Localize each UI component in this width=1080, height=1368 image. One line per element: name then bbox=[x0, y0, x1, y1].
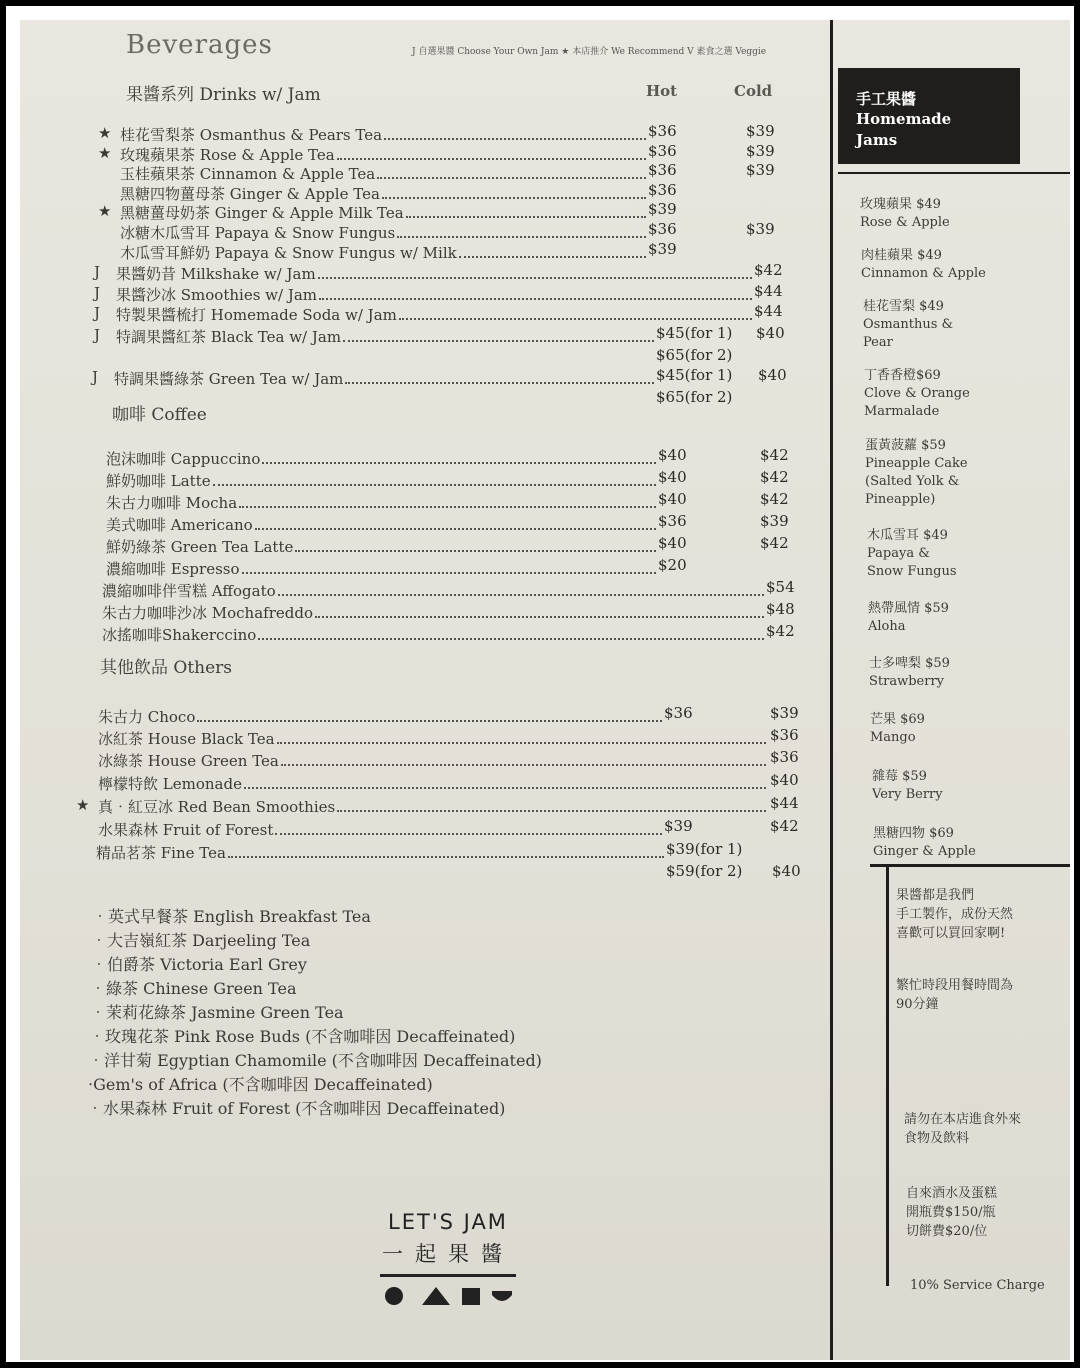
menu-item-name: 冰綠茶 House Green Tea bbox=[98, 752, 279, 770]
price-hot: $39 bbox=[648, 240, 677, 258]
tea-item: ‧Gem's of Africa (不含咖啡因 Decaffeinated) bbox=[88, 1075, 433, 1094]
jam-item-line: 雜莓 $59 bbox=[872, 769, 927, 784]
jam-item-line: Aloha bbox=[868, 619, 906, 634]
price-hot: $36 bbox=[658, 512, 687, 530]
dot-leader bbox=[337, 158, 646, 160]
menu-item-mark: J bbox=[94, 304, 101, 322]
dot-leader bbox=[399, 318, 752, 320]
dot-leader bbox=[459, 256, 646, 258]
price-cold: $42 bbox=[754, 261, 783, 279]
price-hot: $36 bbox=[648, 161, 677, 179]
price-hot: $20 bbox=[658, 556, 687, 574]
menu-item-name: 桂花雪梨茶 Osmanthus & Pears Tea bbox=[120, 126, 383, 144]
tea-item: ‧伯爵茶 Victoria Earl Grey bbox=[91, 955, 307, 974]
price-hot-2: $59(for 2) bbox=[666, 862, 743, 880]
dot-leader bbox=[397, 236, 646, 238]
jam-item-line: Ginger & Apple bbox=[873, 844, 976, 859]
price-cold: $48 bbox=[766, 600, 795, 618]
menu-item-mark: ★ bbox=[98, 144, 112, 162]
dot-leader bbox=[277, 742, 766, 744]
jam-item bbox=[863, 298, 953, 352]
jam-item-line: (Salted Yolk & bbox=[865, 474, 960, 489]
menu-item-mark: ★ bbox=[98, 202, 112, 220]
price-cold: $42 bbox=[760, 468, 789, 486]
jam-item bbox=[865, 437, 968, 509]
jam-item-line: Snow Fungus bbox=[867, 564, 957, 579]
menu-item-name: 濃縮咖啡 Espresso bbox=[106, 560, 240, 578]
jam-item-line: 桂花雪梨 $49 bbox=[863, 299, 944, 314]
jam-item-line: Marmalade bbox=[864, 404, 940, 419]
dot-leader bbox=[197, 720, 662, 722]
dot-leader bbox=[295, 550, 656, 552]
col-cold-header: Cold bbox=[734, 82, 773, 100]
tea-item: ‧洋甘菊 Egyptian Chamomile (不含咖啡因 Decaffeinated) bbox=[88, 1051, 542, 1070]
price-hot: $36 bbox=[648, 181, 677, 199]
tea-item: ‧英式早餐茶 English Breakfast Tea bbox=[92, 907, 371, 926]
price-cold: $42 bbox=[760, 534, 789, 552]
jam-item-line: 士多啤梨 $59 bbox=[869, 656, 950, 671]
tea-item: ‧玫瑰花茶 Pink Rose Buds (不含咖啡因 Decaffeinated) bbox=[89, 1027, 516, 1046]
menu-item-mark: ★ bbox=[98, 124, 112, 142]
price-cold: $40 bbox=[772, 862, 801, 880]
menu-item-name: 特調果醬綠茶 Green Tea w/ Jam bbox=[114, 370, 344, 388]
menu-item-mark: J bbox=[94, 284, 101, 302]
logo-shapes-icon bbox=[380, 1285, 516, 1307]
dot-leader bbox=[278, 594, 764, 596]
legend-text: J 自選果醬 Choose Your Own Jam ★ 本店推介 We Recommend V 素食之選 Veggie bbox=[412, 47, 767, 57]
dot-leader bbox=[258, 638, 764, 640]
jam-item-line: Strawberry bbox=[869, 674, 945, 689]
dot-leader bbox=[382, 197, 646, 199]
jam-item-line: 肉桂蘋果 $49 bbox=[861, 248, 942, 263]
price-cold: $40 bbox=[758, 366, 787, 384]
jam-item bbox=[870, 711, 925, 747]
menu-item-name: 鮮奶咖啡 Latte bbox=[106, 472, 211, 490]
note-line: 果醬都是我們 bbox=[896, 888, 975, 903]
note-line: 食物及飲料 bbox=[904, 1131, 970, 1146]
dot-leader bbox=[406, 216, 646, 218]
menu-item-name: 冰糖木瓜雪耳 Papaya & Snow Fungus bbox=[120, 224, 396, 242]
menu-item-name: 果醬奶昔 Milkshake w/ Jam bbox=[116, 265, 316, 283]
price-cold: $39 bbox=[770, 704, 799, 722]
dot-leader bbox=[244, 787, 766, 789]
jam-item-line: 木瓜雪耳 $49 bbox=[867, 528, 948, 543]
note-no-outside-food bbox=[904, 1110, 1021, 1148]
lets-jam-logo bbox=[380, 1210, 516, 1311]
menu-item-name: 冰搖咖啡Shakerccino bbox=[102, 626, 257, 644]
jam-item bbox=[869, 655, 950, 691]
menu-item-name: 鮮奶綠茶 Green Tea Latte bbox=[106, 538, 294, 556]
price-cold: $54 bbox=[766, 578, 795, 596]
jam-item-line: Papaya & bbox=[867, 546, 930, 561]
price-hot: $39 bbox=[648, 200, 677, 218]
note-dining-time bbox=[896, 976, 1013, 1014]
price-hot: $40 bbox=[658, 534, 687, 552]
dot-leader bbox=[242, 572, 657, 574]
jam-item bbox=[861, 247, 986, 283]
price-hot: $39(for 1) bbox=[666, 840, 743, 858]
dot-leader bbox=[262, 462, 656, 464]
dot-leader bbox=[337, 810, 766, 812]
menu-item-name: 冰紅茶 House Black Tea bbox=[98, 730, 275, 748]
price-cold: $40 bbox=[756, 324, 785, 342]
jams-title-zh: 手工果醬 bbox=[856, 90, 917, 108]
price-cold: $42 bbox=[760, 490, 789, 508]
price-cold: $36 bbox=[770, 748, 799, 766]
menu-item-name: 果醬沙冰 Smoothies w/ Jam bbox=[116, 286, 317, 304]
jam-item-line: 蛋黃菠蘿 $59 bbox=[865, 438, 946, 453]
menu-item-mark: J bbox=[94, 263, 101, 281]
jam-item-line: 芒果 $69 bbox=[870, 712, 925, 727]
menu-item-name: 特製果醬梳打 Homemade Soda w/ Jam bbox=[116, 306, 397, 324]
logo-text-en: LET'S JAM bbox=[388, 1210, 508, 1234]
menu-item-mark: J bbox=[92, 368, 99, 386]
note-line: 手工製作，成份天然 bbox=[896, 907, 1014, 922]
dot-leader bbox=[384, 138, 646, 140]
jam-item-line: Pear bbox=[863, 335, 893, 350]
price-hot: $40 bbox=[658, 446, 687, 464]
jam-item-line: 熱帶風情 $59 bbox=[868, 601, 949, 616]
price-cold: $36 bbox=[770, 726, 799, 744]
note-line: 90分鐘 bbox=[896, 997, 939, 1012]
jam-item-line: Mango bbox=[870, 730, 916, 745]
price-cold: $39 bbox=[746, 161, 775, 179]
jam-item-line: 黑糖四物 $69 bbox=[873, 826, 954, 841]
jam-item-line: 丁香香橙$69 bbox=[864, 368, 941, 383]
tea-item: ‧大吉嶺紅茶 Darjeeling Tea bbox=[91, 931, 311, 950]
menu-page bbox=[20, 20, 1070, 1360]
tea-item: ‧水果森林 Fruit of Forest (不含咖啡因 Decaffeinated) bbox=[87, 1099, 506, 1118]
dot-leader bbox=[345, 382, 654, 384]
notes-divider bbox=[886, 866, 889, 1286]
page-title: Beverages bbox=[126, 30, 273, 60]
dot-leader bbox=[315, 616, 764, 618]
menu-item-name: 玫瑰蘋果茶 Rose & Apple Tea bbox=[120, 146, 335, 164]
menu-item-name: 特調果醬紅茶 Black Tea w/ Jam bbox=[116, 328, 342, 346]
menu-item-name: 朱古力 Choco bbox=[98, 708, 196, 726]
menu-item-name: 黑糖薑母奶茶 Ginger & Apple Milk Tea bbox=[120, 204, 404, 222]
jam-item bbox=[860, 196, 950, 232]
menu-item-name: 玉桂蘋果茶 Cinnamon & Apple Tea bbox=[120, 165, 376, 183]
price-cold: $39 bbox=[746, 220, 775, 238]
note-line: 開瓶費$150/瓶 bbox=[906, 1205, 996, 1220]
section-jam-drinks: 果醬系列 Drinks w/ Jam bbox=[126, 85, 321, 105]
note-line: 請勿在本店進食外來 bbox=[904, 1112, 1022, 1127]
menu-item-mark: J bbox=[94, 326, 101, 344]
logo-bar bbox=[380, 1274, 516, 1277]
price-hot: $40 bbox=[658, 490, 687, 508]
tea-item: ‧綠茶 Chinese Green Tea bbox=[90, 979, 297, 998]
price-hot: $36 bbox=[648, 122, 677, 140]
jam-item-line: Cinnamon & Apple bbox=[861, 266, 986, 281]
note-line: 繁忙時段用餐時間為 bbox=[896, 978, 1014, 993]
jam-item bbox=[864, 367, 970, 421]
section-coffee: 咖啡 Coffee bbox=[112, 405, 207, 425]
dot-leader bbox=[343, 340, 654, 342]
section-others: 其他飲品 Others bbox=[100, 658, 233, 678]
jam-item bbox=[872, 768, 943, 804]
jam-item-line: Pineapple) bbox=[865, 492, 936, 507]
tea-item: ‧茉莉花綠茶 Jasmine Green Tea bbox=[90, 1003, 344, 1022]
jam-item bbox=[873, 825, 976, 861]
menu-item-name: 真‧紅豆冰 Red Bean Smoothies bbox=[98, 798, 336, 816]
price-hot: $36 bbox=[648, 220, 677, 238]
price-hot-2: $65(for 2) bbox=[656, 346, 733, 364]
price-hot: $39 bbox=[664, 817, 693, 835]
price-hot: $45(for 1) bbox=[656, 324, 733, 342]
price-hot: $36 bbox=[664, 704, 693, 722]
jams-title-en1: Homemade bbox=[856, 110, 952, 128]
price-hot: $45(for 1) bbox=[656, 366, 733, 384]
jams-title-en2: Jams bbox=[856, 131, 898, 149]
dot-leader bbox=[281, 764, 766, 766]
price-cold: $39 bbox=[746, 142, 775, 160]
price-cold: $42 bbox=[766, 622, 795, 640]
menu-item-name: 朱古力咖啡沙冰 Mochafreddo bbox=[102, 604, 313, 622]
note-line: 切餅費$20/位 bbox=[906, 1224, 988, 1239]
menu-item-name: 濃縮咖啡伴雪糕 Affogato bbox=[102, 582, 276, 600]
notes-rule bbox=[870, 864, 1070, 867]
price-cold: $44 bbox=[754, 282, 783, 300]
logo-text-zh: 一起果醬 bbox=[382, 1242, 514, 1266]
price-cold: $44 bbox=[754, 302, 783, 320]
menu-item-name: 水果森林 Fruit of Forest bbox=[98, 821, 274, 839]
dot-leader bbox=[377, 177, 646, 179]
jam-item-line: Rose & Apple bbox=[860, 215, 950, 230]
dot-leader bbox=[319, 298, 752, 300]
menu-item-name: 精品茗茶 Fine Tea bbox=[96, 844, 226, 862]
dot-leader bbox=[318, 277, 752, 279]
note-service-charge: 10% Service Charge bbox=[910, 1278, 1045, 1293]
jam-item-line: 玫瑰蘋果 $49 bbox=[860, 197, 941, 212]
menu-item-name: 朱古力咖啡 Mocha bbox=[106, 494, 238, 512]
menu-item-mark: ★ bbox=[76, 796, 90, 814]
menu-item-name: 美式咖啡 Americano bbox=[106, 516, 253, 534]
jam-item-line: Pineapple Cake bbox=[865, 456, 968, 471]
column-divider bbox=[830, 20, 833, 1360]
price-cold: $39 bbox=[760, 512, 789, 530]
jam-item-line: Osmanthus & bbox=[863, 317, 954, 332]
price-hot: $36 bbox=[648, 142, 677, 160]
price-cold: $40 bbox=[770, 771, 799, 789]
price-cold: $42 bbox=[760, 446, 789, 464]
menu-item-name: 木瓜雪耳鮮奶 Papaya & Snow Fungus w/ Milk bbox=[120, 244, 457, 262]
note-line: 喜歡可以買回家啊! bbox=[896, 926, 1006, 941]
menu-item-name: 檸檬特飲 Lemonade bbox=[98, 775, 242, 793]
dot-leader bbox=[239, 506, 656, 508]
price-cold: $39 bbox=[746, 122, 775, 140]
note-line: 自來酒水及蛋糕 bbox=[906, 1186, 998, 1201]
note-corkage bbox=[906, 1184, 997, 1241]
dot-leader bbox=[213, 484, 656, 486]
dot-leader bbox=[255, 528, 656, 530]
jams-top-rule bbox=[838, 172, 1070, 174]
menu-item-name: 泡沫咖啡 Cappuccino bbox=[106, 450, 261, 468]
price-hot: $40 bbox=[658, 468, 687, 486]
jam-item bbox=[868, 600, 949, 636]
jam-item-line: Very Berry bbox=[872, 787, 943, 802]
price-hot-2: $65(for 2) bbox=[656, 388, 733, 406]
menu-item-name: 黑糖四物薑母茶 Ginger & Apple Tea bbox=[120, 185, 380, 203]
jam-item bbox=[867, 527, 957, 581]
price-cold: $44 bbox=[770, 794, 799, 812]
col-hot-header: Hot bbox=[646, 82, 678, 100]
price-cold: $42 bbox=[770, 817, 799, 835]
photo-frame bbox=[6, 6, 1074, 1362]
homemade-jams-box bbox=[838, 68, 1020, 164]
jam-item-line: Clove & Orange bbox=[864, 386, 970, 401]
dot-leader bbox=[228, 856, 664, 858]
dot-leader bbox=[275, 833, 662, 835]
note-handmade bbox=[896, 886, 1013, 943]
